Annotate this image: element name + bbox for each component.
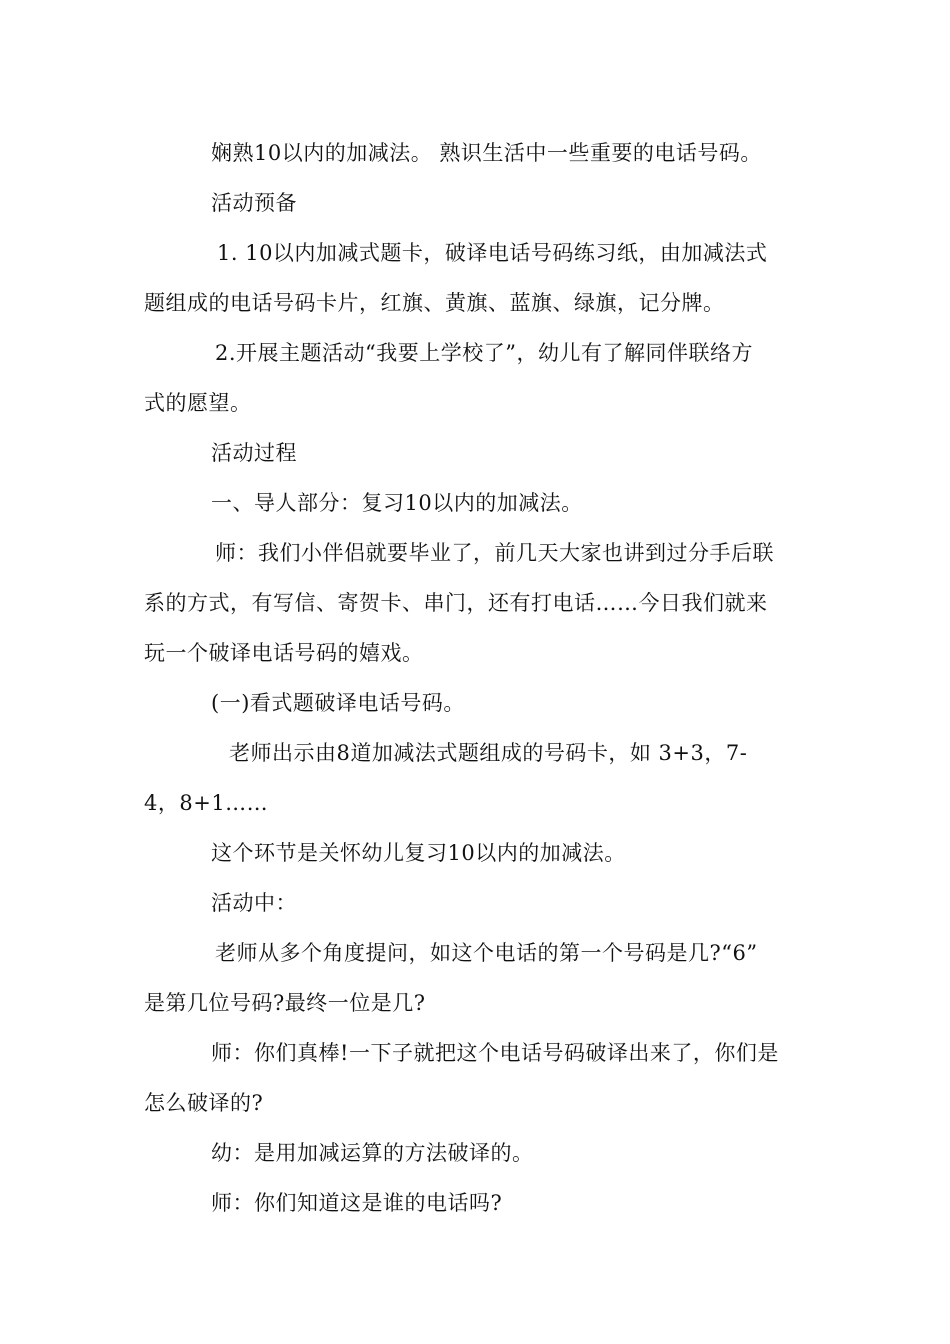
paragraph-line-20: 怎么破译的? [144,1091,264,1115]
paragraph-line-4: 题组成的电话号码卡片，红旗、黄旗、蓝旗、绿旗，记分牌。 [144,291,725,315]
paragraph-line-16: 活动中： [211,891,297,915]
paragraph-line-13: 老师出示由8道加减法式题组成的号码卡，如 3+3，7- [229,741,748,765]
paragraph-line-15: 这个环节是关怀幼儿复习10以内的加减法。 [211,841,626,865]
paragraph-line-11: 玩一个破译电话号码的嬉戏。 [144,641,424,665]
paragraph-line-6: 式的愿望。 [144,391,252,415]
paragraph-line-18: 是第几位号码?最终一位是几? [144,991,426,1015]
paragraph-line-5: 2.开展主题活动“我要上学校了”，幼儿有了解同伴联络方 [215,341,754,365]
paragraph-line-3: 1. 10以内加减式题卡，破译电话号码练习纸，由加减法式 [217,241,768,265]
paragraph-line-19: 师：你们真棒!一下子就把这个电话号码破译出来了，你们是 [211,1041,779,1065]
paragraph-line-17: 老师从多个角度提问，如这个电话的第一个号码是几?“6” [215,941,758,965]
subsection-heading-1: (一)看式题破译电话号码。 [211,691,465,715]
paragraph-line-21: 幼：是用加减运算的方法破译的。 [211,1141,534,1165]
paragraph-line-22: 师：你们知道这是谁的电话吗? [211,1191,503,1215]
paragraph-line-1: 娴熟10以内的加减法。 熟识生活中一些重要的电话号码。 [211,141,762,165]
paragraph-line-9: 师：我们小伴侣就要毕业了，前几天大家也讲到过分手后联 [215,541,774,565]
section-heading-process: 活动过程 [211,441,297,465]
paragraph-line-8: 一、导人部分：复习10以内的加减法。 [211,491,583,515]
paragraph-line-14: 4，8+1…… [144,791,269,815]
paragraph-line-10: 系的方式，有写信、寄贺卡、串门，还有打电话……今日我们就来 [144,591,768,615]
section-heading-preparation: 活动预备 [211,191,297,215]
